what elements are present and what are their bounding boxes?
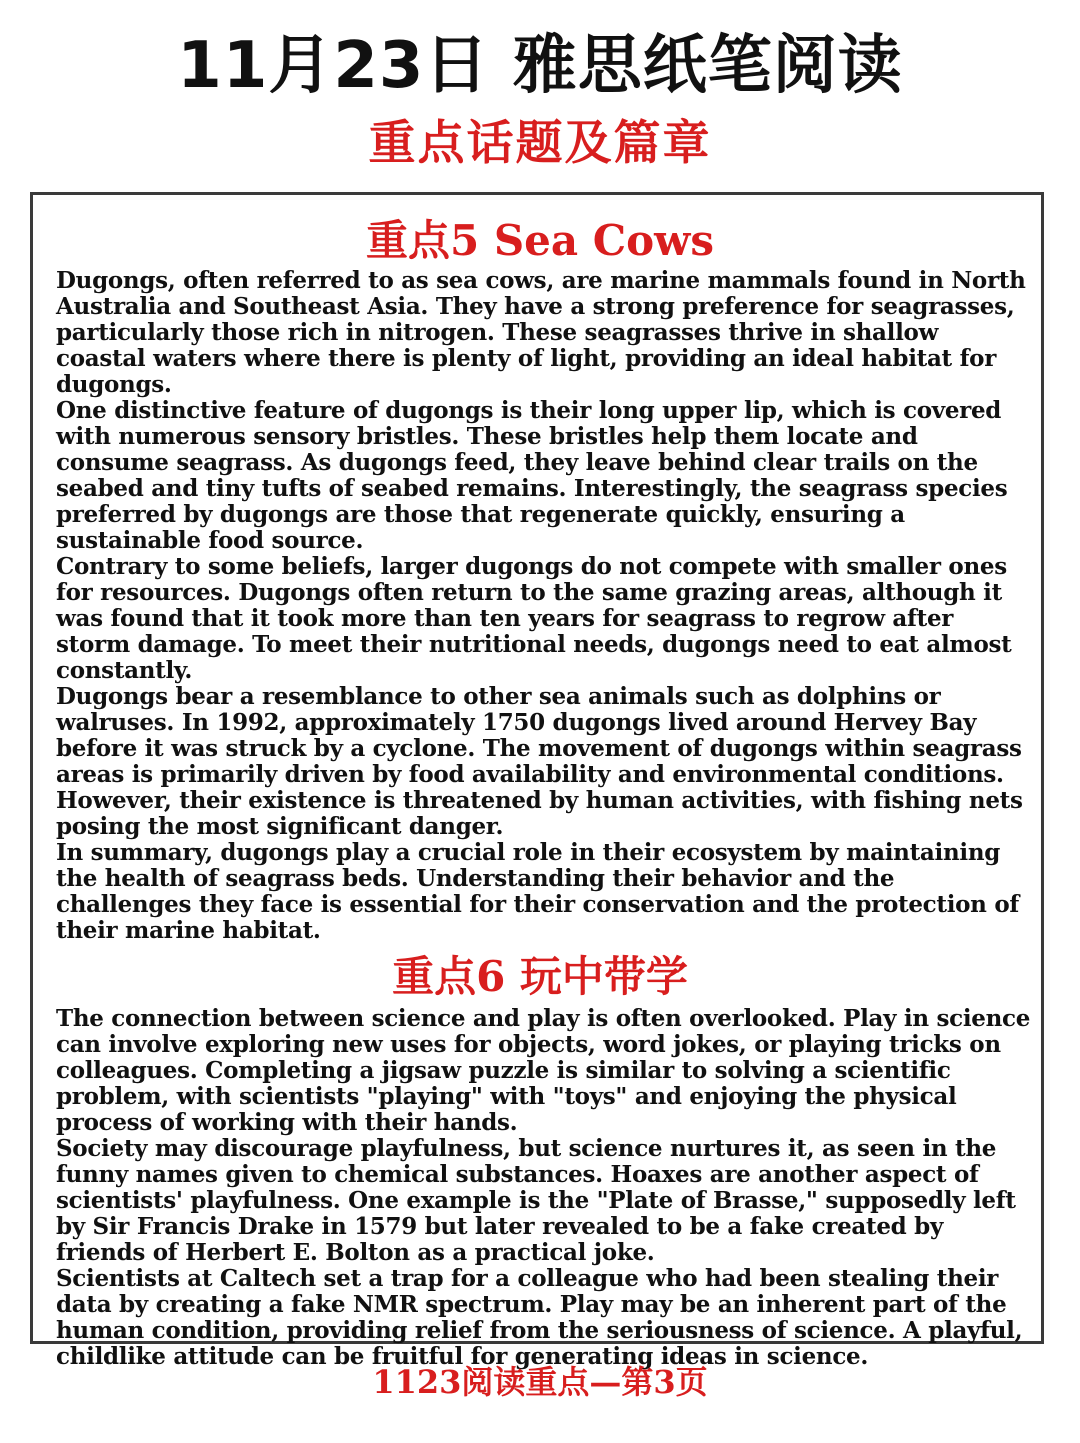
page-footer: 1123阅读重点—第3页 bbox=[372, 1363, 708, 1401]
paragraph: Dugongs bear a resemblance to other sea animals such as dolphins or walruses. In 1992, approximately 1750 dugongs lived around Hervey Bay before it was struck by a cyclone. The movement of dugongs within seagrass areas is primarily driven by food availability and environmental conditions. However, their existence is threatened by human activities, with fishing nets posing the most significant danger. bbox=[56, 683, 1023, 840]
paragraph: Contrary to some beliefs, larger dugongs do not compete with smaller ones for resources. Dugongs often return to the same grazing areas, although it was found that it took more than ten years for seagrass to regrow after storm damage. To meet their nutritional needs, dugongs need to eat almost constantly. bbox=[56, 553, 1012, 684]
paragraph: Scientists at Caltech set a trap for a colleague who had been stealing their data by creating a fake NMR spectrum. Play may be an inherent part of the human condition, providing relief from the seriousness of science. A playful, childlike attitude can be fruitful for generating ideas in science. bbox=[56, 1265, 1023, 1370]
paragraph: Dugongs, often referred to as sea cows, are marine mammals found in North Australia and Southeast Asia. They have a strong preference for seagrasses, particularly those rich in nitrogen. These seagrasses thrive in shallow coastal waters where there is plenty of light, providing an ideal habitat for dugongs. bbox=[56, 267, 1026, 398]
page-title: 11月23日 雅思纸笔阅读 bbox=[177, 29, 903, 103]
section-body-sea-cows bbox=[56, 268, 1032, 944]
paragraph: One distinctive feature of dugongs is their long upper lip, which is covered with numerous sensory bristles. These bristles help them locate and consume seagrass. As dugongs feed, they leave behind clear trails on the seabed and tiny tufts of seabed remains. Interestingly, the seagrass species preferred by dugongs are those that regenerate quickly, ensuring a sustainable food source. bbox=[56, 397, 1008, 554]
paragraph: The connection between science and play is often overlooked. Play in science can involve exploring new uses for objects, word jokes, or playing tricks on colleagues. Completing a jigsaw puzzle is similar to solving a scientific problem, with scientists "playing" with "toys" and enjoying the physical process of working with their hands. bbox=[56, 1005, 1031, 1136]
page-subtitle: 重点话题及篇章 bbox=[368, 116, 712, 171]
section-heading-play-learning: 重点6 玩中带学 bbox=[392, 952, 688, 1001]
paragraph: Society may discourage playfulness, but science nurtures it, as seen in the funny names given to chemical substances. Hoaxes are another aspect of scientists' playfulness. One example is the "Plate of Brasse," supposedly left by Sir Francis Drake in 1579 but later revealed to be a fake created by friends of Herbert E. Bolton as a practical joke. bbox=[56, 1135, 1016, 1266]
section-heading-sea-cows: 重点5 Sea Cows bbox=[366, 216, 714, 265]
section-body-play-learning bbox=[56, 1006, 1032, 1370]
paragraph: In summary, dugongs play a crucial role in their ecosystem by maintaining the health of seagrass beds. Understanding their behavior and the challenges they face is essential for their conservation and the protection of their marine habitat. bbox=[56, 839, 1019, 944]
